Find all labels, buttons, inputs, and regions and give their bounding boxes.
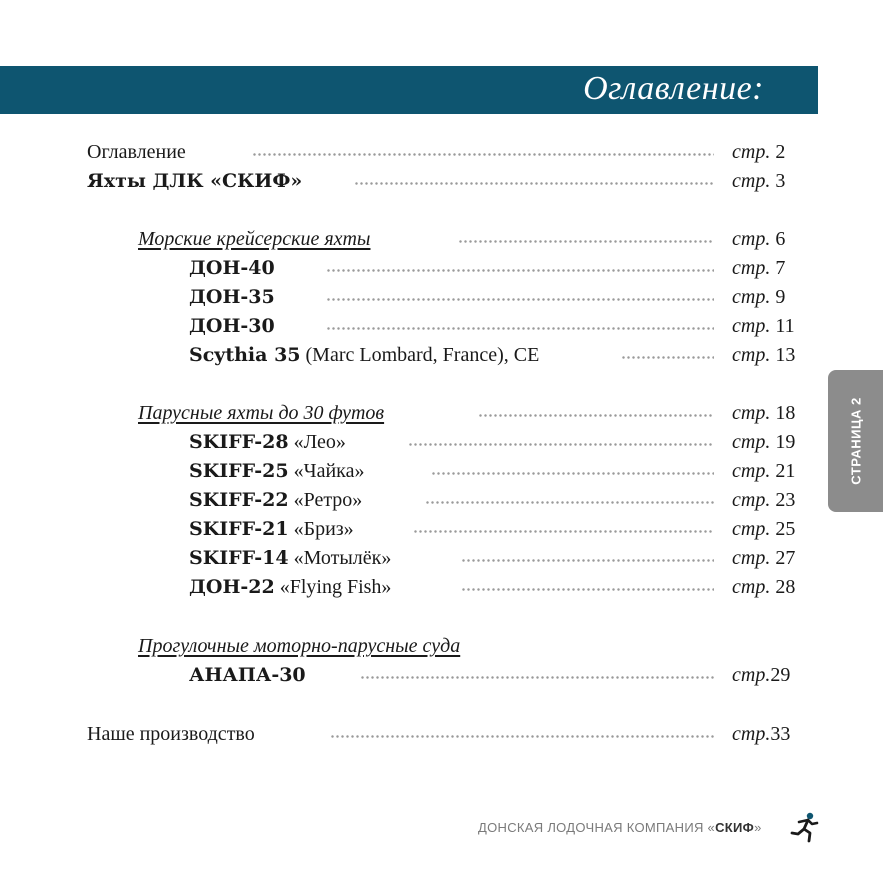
dot-leader <box>360 676 714 679</box>
dot-leader <box>461 588 714 591</box>
dot-leader <box>330 735 714 738</box>
toc-row-production[interactable] <box>0 721 883 749</box>
toc-label: Scythia 35 (Marc Lombard, France), CE <box>189 344 540 366</box>
page-title: Оглавление: <box>583 70 764 107</box>
page-ref: стр. 3 <box>732 170 786 192</box>
dot-leader <box>326 298 714 301</box>
toc-row-skiff21[interactable] <box>0 516 883 544</box>
dot-leader <box>326 327 714 330</box>
page-ref: стр. 21 <box>732 460 796 482</box>
toc-row-contents[interactable] <box>0 139 883 167</box>
toc-row-section-marine[interactable] <box>0 226 883 254</box>
dot-leader <box>461 559 714 562</box>
page-ref: стр. 9 <box>732 286 786 308</box>
toc-row-skiff28[interactable] <box>0 429 883 457</box>
page-side-tab <box>828 370 883 512</box>
section-heading: Прогулочные моторно-парусные суда <box>138 635 461 657</box>
section-heading: Морские крейсерские яхты <box>138 228 371 250</box>
dot-leader <box>425 501 714 504</box>
page-ref: стр. 28 <box>732 576 796 598</box>
toc-row-anapa30[interactable] <box>0 662 883 690</box>
page-ref: стр. 19 <box>732 431 796 453</box>
dot-leader <box>408 443 714 446</box>
toc-label: ДОН-30 <box>189 315 275 337</box>
dot-leader <box>252 153 714 156</box>
header-bar <box>0 66 818 114</box>
toc-row-scythia35[interactable] <box>0 342 883 370</box>
dot-leader <box>478 414 714 417</box>
page-ref: стр. 23 <box>732 489 796 511</box>
toc-label: SKIFF-21 «Бриз» <box>189 518 354 540</box>
toc-row-skiff14[interactable] <box>0 545 883 573</box>
toc-label: SKIFF-25 «Чайка» <box>189 460 365 482</box>
page-ref: стр. 18 <box>732 402 796 424</box>
dot-leader <box>431 472 714 475</box>
toc-label: Наше производство <box>87 723 255 745</box>
toc-label: Оглавление <box>87 141 186 163</box>
page-ref: стр. 7 <box>732 257 786 279</box>
toc-label: АНАПА-30 <box>189 664 306 686</box>
toc-label: ДОН-35 <box>189 286 275 308</box>
toc-row-skiff25[interactable] <box>0 458 883 486</box>
runner-logo-icon <box>789 811 821 843</box>
page-ref: стр. 13 <box>732 344 796 366</box>
page-ref: стр. 2 <box>732 141 786 163</box>
toc-row-yachts[interactable] <box>0 168 883 196</box>
toc-row-section-sail[interactable] <box>0 400 883 428</box>
toc-label: SKIFF-28 «Лео» <box>189 431 346 453</box>
toc-row-skiff22[interactable] <box>0 487 883 515</box>
page-ref: стр. 11 <box>732 315 795 337</box>
dot-leader <box>413 530 714 533</box>
toc-label: SKIFF-22 «Ретро» <box>189 489 363 511</box>
page-ref: стр. 6 <box>732 228 786 250</box>
toc-row-don35[interactable] <box>0 284 883 312</box>
side-tab-label: СТРАНИЦА 2 <box>848 397 863 485</box>
toc-label: SKIFF-14 «Мотылёк» <box>189 547 392 569</box>
toc-row-don30[interactable] <box>0 313 883 341</box>
page-ref: стр. 27 <box>732 547 796 569</box>
dot-leader <box>621 356 714 359</box>
footer-company: ДОНСКАЯ ЛОДОЧНАЯ КОМПАНИЯ «СКИФ» <box>478 820 762 835</box>
toc-label: ДОН-40 <box>189 257 275 279</box>
section-heading: Парусные яхты до 30 футов <box>138 402 385 424</box>
toc-row-don22[interactable] <box>0 574 883 602</box>
dot-leader <box>458 240 714 243</box>
dot-leader <box>326 269 714 272</box>
dot-leader <box>354 182 714 185</box>
toc-row-don40[interactable] <box>0 255 883 283</box>
page-ref: стр.29 <box>732 664 791 686</box>
toc-label: ДОН-22 «Flying Fish» <box>189 576 392 598</box>
page-ref: стр. 25 <box>732 518 796 540</box>
toc-label: Яхты ДЛК «СКИФ» <box>87 170 303 192</box>
toc-row-section-motor[interactable] <box>0 633 883 661</box>
page-ref: стр.33 <box>732 723 791 745</box>
